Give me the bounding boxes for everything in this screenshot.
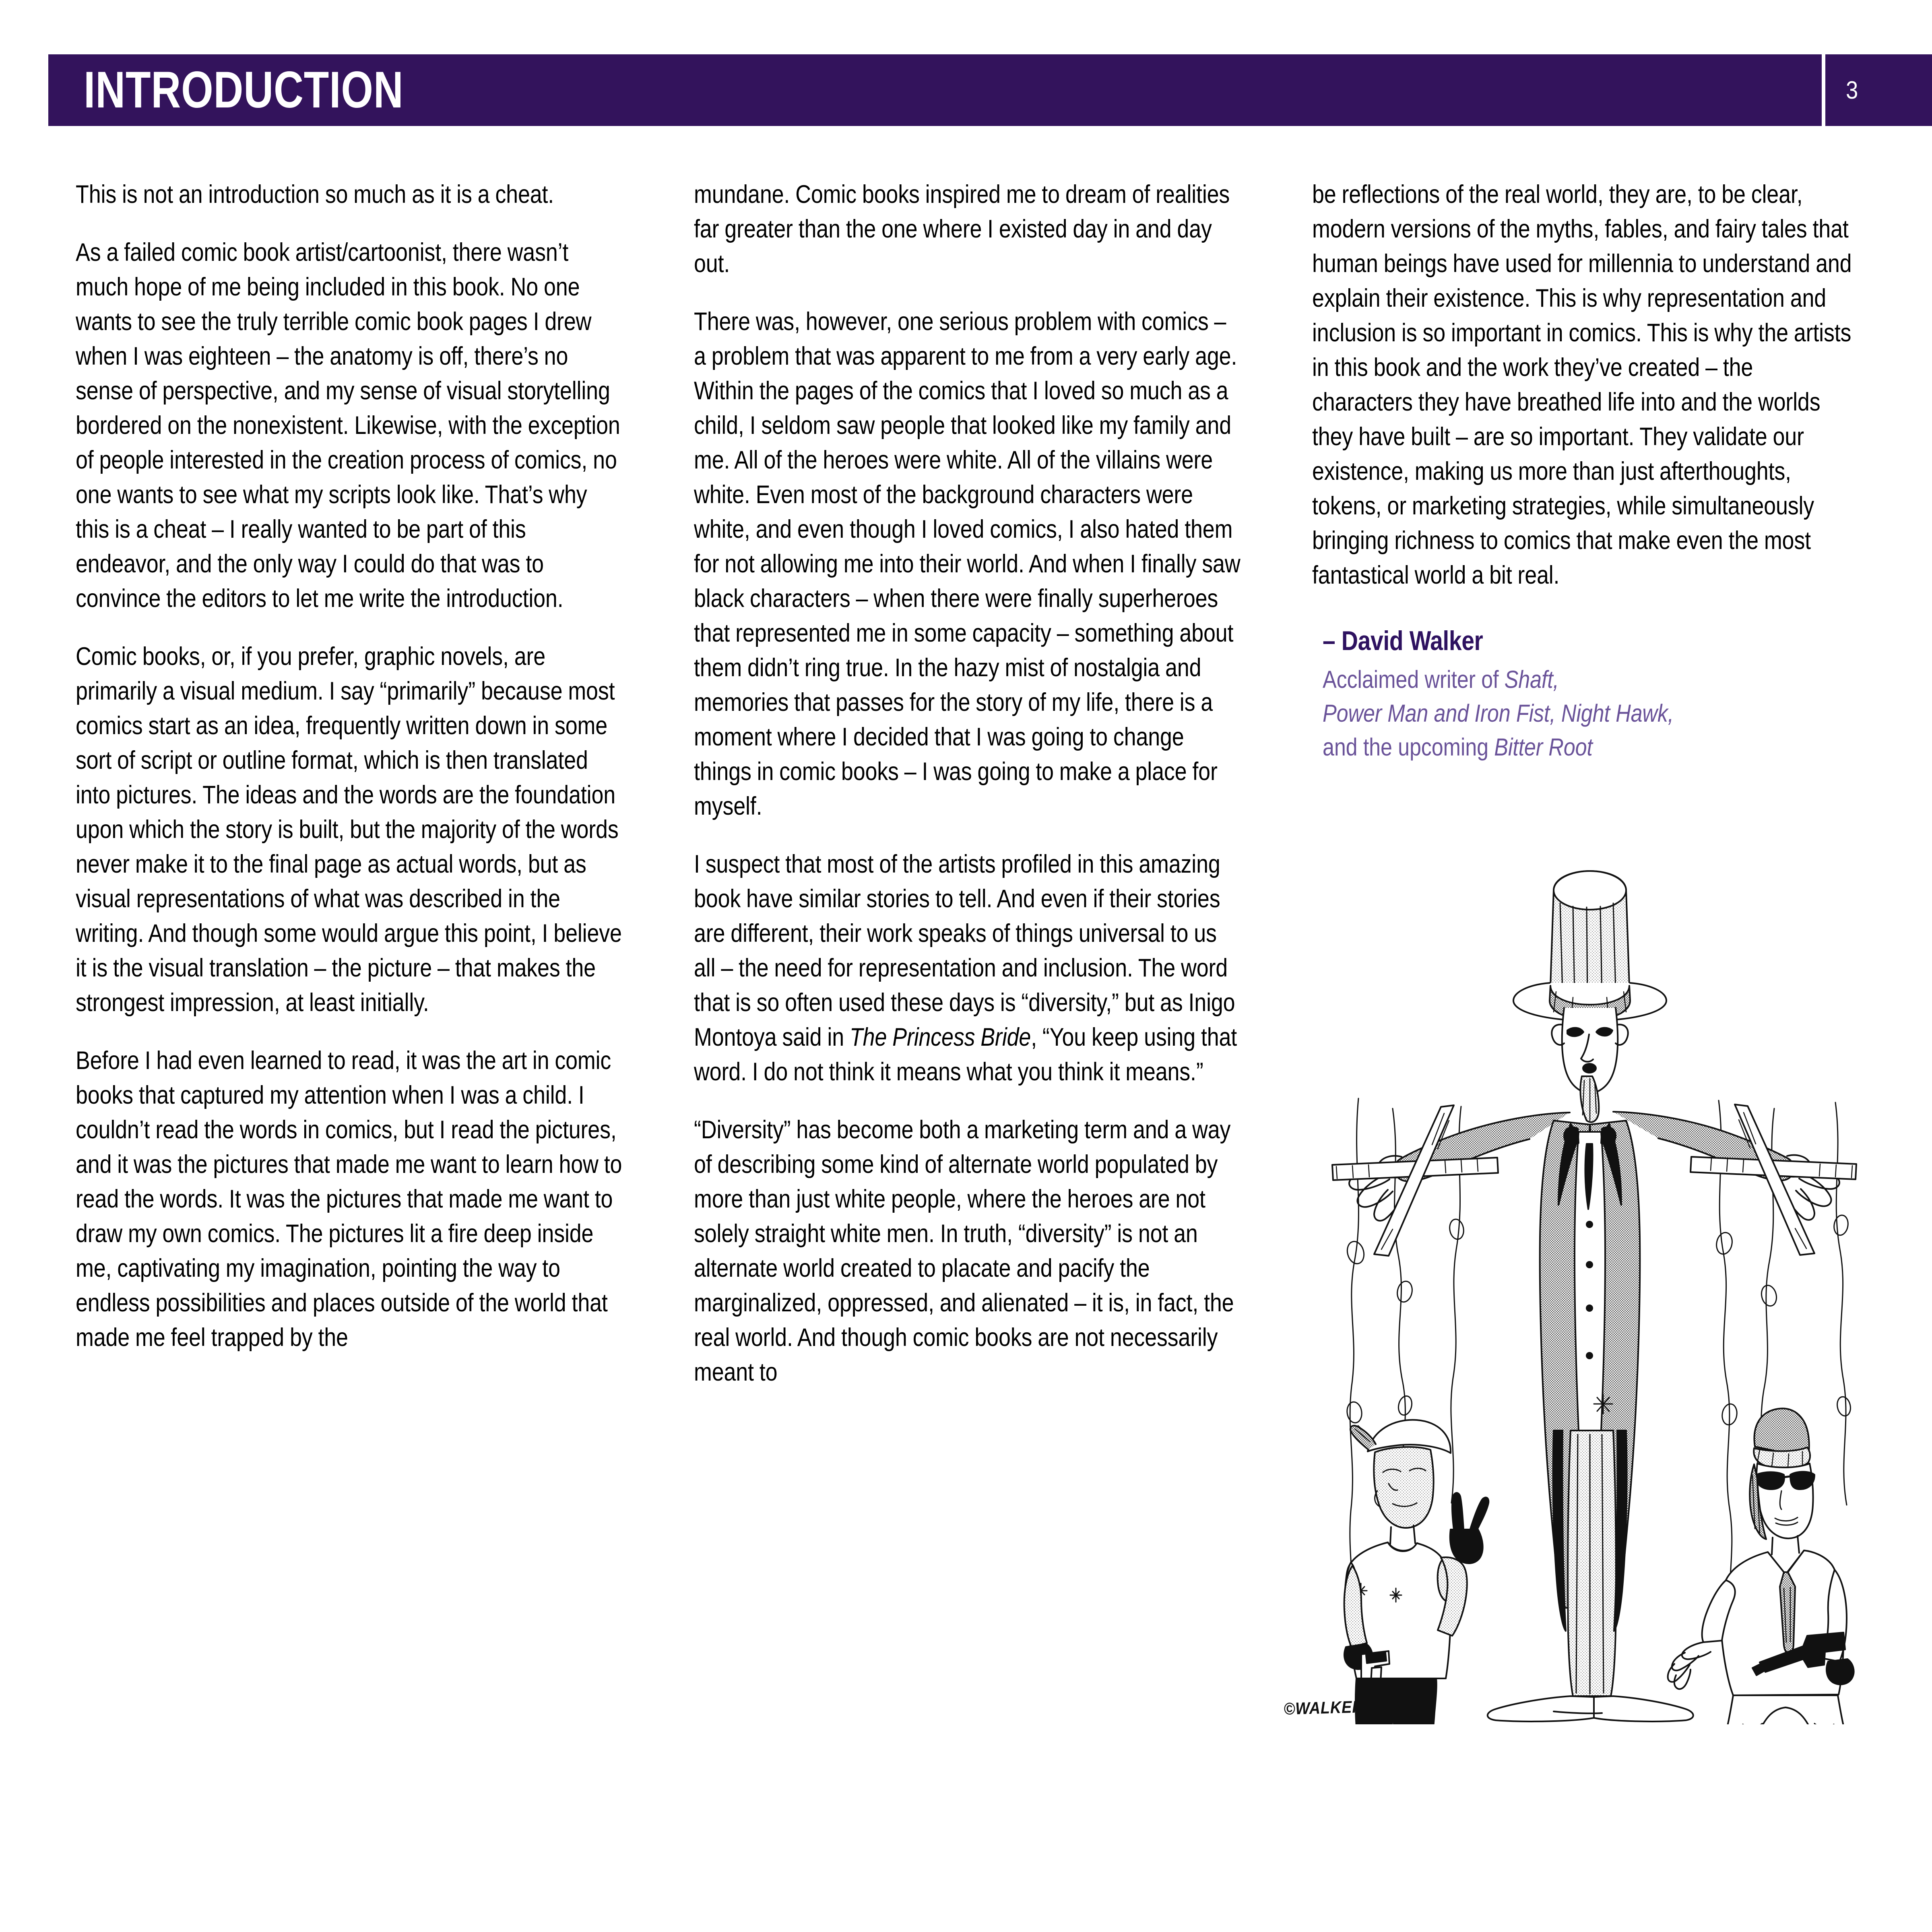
author-name: – David Walker [1323,625,1483,656]
credit-prefix-1: Acclaimed writer of [1323,666,1505,693]
artist-signature: ©WALKER 90 [1283,1696,1386,1718]
paragraph: I suspect that most of the artists profiled in this amazing book have similar stories to tell. And even if their stories are different, their work speaks of things universal to us all – the need for representation and inclusion. The word that is so often used these days is “diversity,” but as Inigo Montoya said in The Princess Bride, “You keep using that word. I do not think it means what you think it means.” [694,850,1237,1086]
credit-title-shaft: Shaft, [1504,666,1559,693]
author-credits [1323,663,1859,764]
paragraph: As a failed comic book artist/cartoonist, there wasn’t much hope of me being included in this book. No one wants to see the truly terrible comic book pages I drew when I was eighteen – the anatomy is off, there’s no sense of perspective, and my sense of visual storytelling bordered on the nonexistent. Likewise, with the exception of people interested in the creation process of comics, no one wants to see what my scripts look like. That’s why this is a cheat – I really wanted to be part of this endeavor, and the only way I could do that was to convince the editors to let me write the introduction. [76,238,620,613]
uncle-sam-puppeteer-illustration [1272,803,1900,1724]
page-title: INTRODUCTION [84,61,404,119]
text-column-2 [694,177,1241,1724]
paragraph: mundane. Comic books inspired me to dream of realities far greater than the one where I existed day in and day out. [694,180,1230,278]
article-body [76,177,1859,1724]
credit-titles-line-2: Power Man and Iron Fist, Night Hawk, [1323,700,1674,727]
paragraph: There was, however, one serious problem with comics – a problem that was apparent to me from a very early age. Within the pages of the comics that I loved so much as a child, I seldom saw people that looked like my family and me. All of the heroes were white. All of the villains were white. Even most of the background characters were white, and even though I loved comics, I also hated them for not allowing me into their world. And when I finally saw black characters – when there were finally superheroes that represented me in some capacity – something about them didn’t ring true. In the hazy mist of nostalgia and memories that passes for the story of my life, there is a moment where I decided that I was going to change things in comic books – I was going to make a place for myself. [694,308,1241,820]
paragraph: “Diversity” has become both a marketing term and a way of describing some kind of alternate world populated by more than just white people, where the heroes are not solely straight white men. In truth, “diversity” is not an alternate world created to placate and pacify the marginalized, oppressed, and alienated – it is, in fact, the real world. And though comic books are not necessarily meant to [694,1116,1234,1386]
section-header-band [48,54,1932,126]
paragraph: be reflections of the real world, they are, to be clear, modern versions of the myths, fables, and fairy tales that human beings have used for millennia to understand and explain their existence. This is why representation and inclusion is so important in comics. This is why the artists in this book and the work they’ve created – the characters they have breathed life into and the worlds they have built – are so important. They validate our existence, making us more than just afterthoughts, tokens, or marketing strategies, while simultaneously bringing richness to comics that make even the most fantastical world a bit real. [1312,180,1852,589]
page-number: 3 [1846,76,1858,104]
author-byline [1312,624,1859,764]
credit-prefix-3: and the upcoming [1323,733,1494,761]
text-column-1 [76,177,622,1724]
credit-title-bitter-root: Bitter Root [1494,733,1593,761]
text-column-3 [1283,177,1859,1724]
paragraph: Comic books, or, if you prefer, graphic novels, are primarily a visual medium. I say “primarily” because most comics start as an idea, frequently written down in some sort of script or outline format, which is then translated into pictures. The ideas and the words are the foundation upon which the story is built, but the majority of the words never make it to the final page as actual words, but as visual representations of what was described in the writing. And though some would argue this point, I believe it is the visual translation – the picture – that makes the strongest impression, at least initially. [76,642,622,1017]
paragraph: This is not an introduction so much as it is a cheat. [76,180,554,208]
paragraph: Before I had even learned to read, it was the art in comic books that captured my attention when I was a child. I couldn’t read the words in comics, but I read the pictures, and it was the pictures that made me want to learn how to read the words. It was the pictures that made me want to draw my own comics. The pictures lit a fire deep inside me, captivating my imagination, pointing the way to endless possibilities and places outside of the world that made me feel trapped by the [76,1046,622,1352]
header-divider [1822,54,1825,126]
